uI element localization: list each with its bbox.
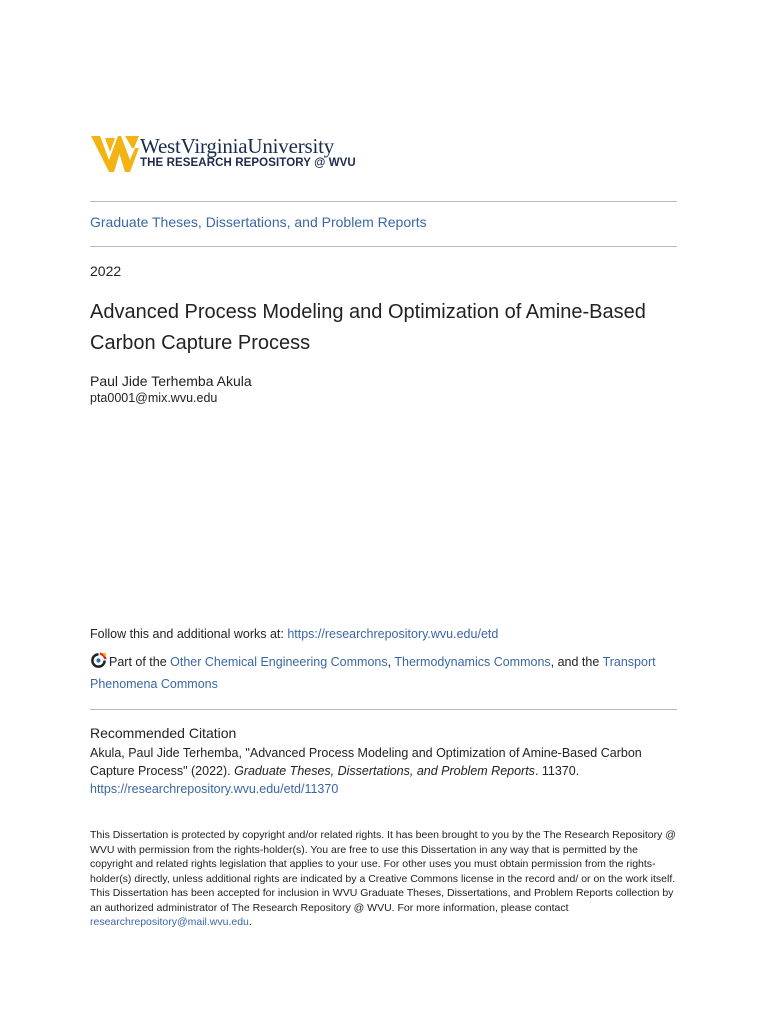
- part-of-separator-1: ,: [387, 655, 395, 669]
- commons-link-thermodynamics[interactable]: Thermodynamics Commons: [394, 655, 551, 669]
- part-of-separator-2: , and the: [550, 655, 603, 669]
- copyright-text: This Dissertation is protected by copyright and/or related rights. It has been brought to you by the The Research Repository @ WVU with permission from the rights-holder(s). You are free to use this Dissertation in any way that is permitted by the copyright and related rights legislation that applies to your use. For other uses you must obtain permission from the rights-holder(s) directly, unless additional rights are indicated by a Creative Commons license in the record and/ or on the work itself. This Dissertation has been accepted for inclusion in WVU Graduate Theses, Dissertations, and Problem Reports collection by an authorized administrator of The Research Repository @ WVU. For more information, please contact: [90, 829, 676, 914]
- commons-link-chemical-engineering[interactable]: Other Chemical Engineering Commons: [170, 655, 388, 669]
- follow-text: Follow this and additional works at:: [90, 627, 288, 641]
- divider-top: [90, 201, 677, 202]
- citation-number: . 11370.: [534, 764, 580, 778]
- copyright-notice: [90, 828, 680, 930]
- contact-email-link[interactable]: researchrepository@mail.wvu.edu: [90, 916, 249, 928]
- copyright-end: .: [248, 916, 252, 928]
- wvu-flying-wv-icon: [91, 130, 139, 178]
- citation-heading: Recommended Citation: [90, 725, 237, 741]
- document-title: Advanced Process Modeling and Optimization of Amine-Based Carbon Capture Process: [90, 301, 646, 354]
- series-link[interactable]: Graduate Theses, Dissertations, and Problem Reports: [90, 214, 427, 230]
- logo-university-name: WestVirginiaUniversity: [140, 134, 335, 158]
- divider-citation: [90, 709, 677, 710]
- citation-body: [90, 744, 680, 798]
- commons-link-transport-phenomena[interactable]: Transport Phenomena Commons: [90, 655, 656, 691]
- author-email: pta0001@mix.wvu.edu: [90, 391, 218, 405]
- publication-year: 2022: [90, 263, 122, 279]
- part-of-prefix: Part of the: [109, 655, 171, 669]
- citation-text: Akula, Paul Jide Terhemba, "Advanced Process Modeling and Optimization of Amine-Based Carbon Capture Process" (2022).: [90, 746, 642, 778]
- etd-collection-link[interactable]: https://researchrepository.wvu.edu/etd: [287, 627, 499, 641]
- logo-repository-subtitle: THE RESEARCH REPOSITORY @ WVU: [140, 157, 356, 169]
- citation-series: Graduate Theses, Dissertations, and Problem Reports: [234, 764, 535, 778]
- bepress-commons-icon: [90, 652, 107, 669]
- divider-series: [90, 246, 677, 247]
- author-name: Paul Jide Terhemba Akula: [90, 373, 252, 389]
- citation-url-link[interactable]: https://researchrepository.wvu.edu/etd/11370: [90, 782, 339, 796]
- follow-line: [90, 627, 498, 641]
- part-of-commons: [90, 651, 680, 695]
- wvu-logo[interactable]: [91, 130, 371, 180]
